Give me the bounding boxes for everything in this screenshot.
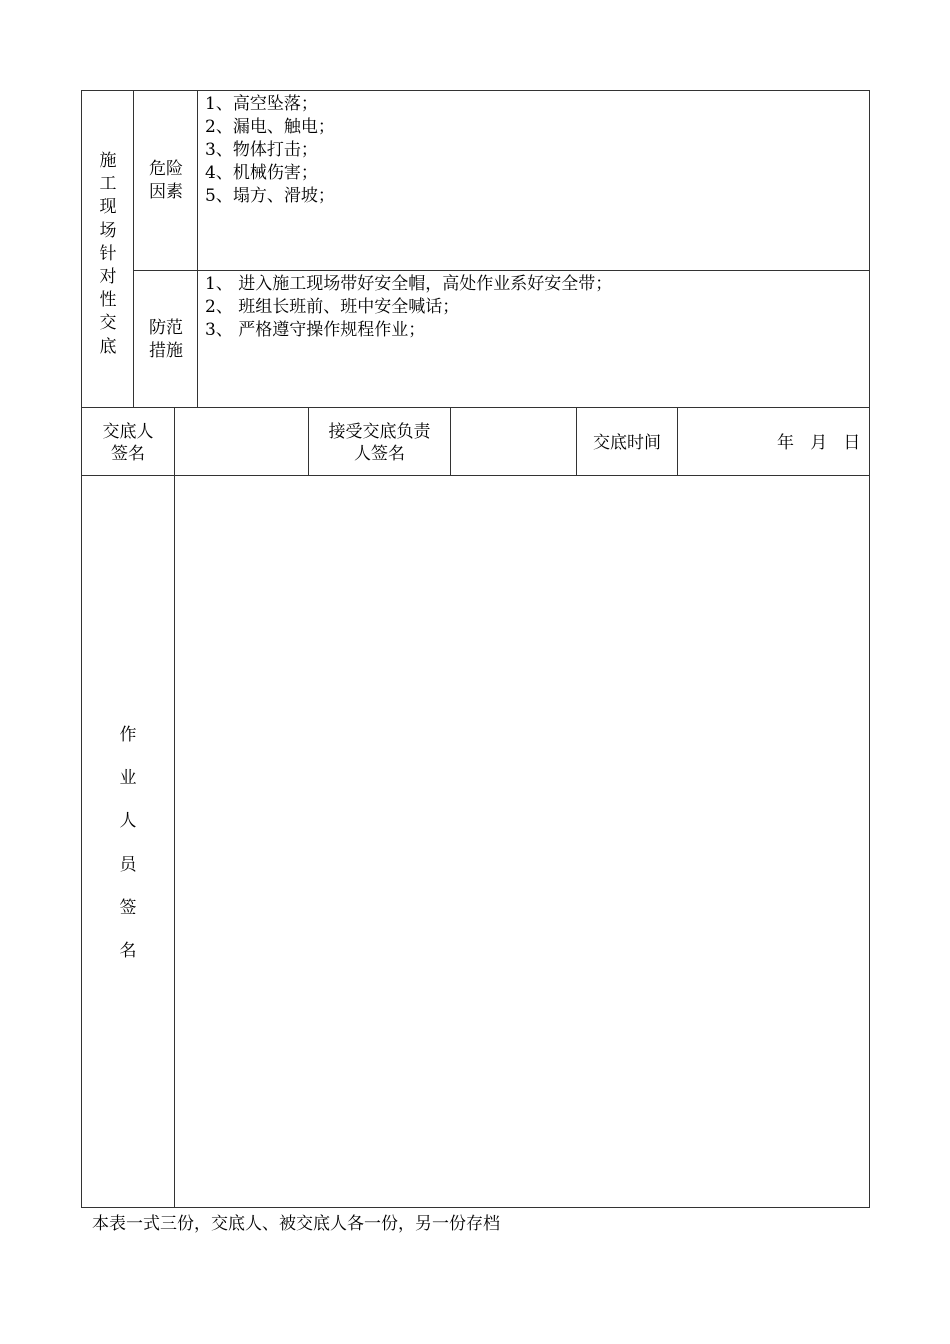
hazards-label-line: 危险 <box>149 159 183 179</box>
workers-label-char: 业 <box>119 768 137 789</box>
discloser-signature-field[interactable] <box>175 408 308 475</box>
measure-item: 2、 班组长班前、班中安全喊话； <box>205 297 460 317</box>
workers-label-char: 人 <box>119 811 137 832</box>
divider <box>133 270 870 271</box>
workers-label-char: 作 <box>119 725 137 745</box>
workers-label-char: 员 <box>119 854 137 875</box>
section-title-char: 对 <box>99 267 117 288</box>
measures-label <box>135 317 197 363</box>
section-title-char: 场 <box>99 220 117 241</box>
section-title-char: 交 <box>99 313 117 334</box>
workers-signature-area[interactable] <box>175 476 869 1207</box>
section-title-char: 底 <box>99 336 117 357</box>
hazards-list <box>205 93 335 208</box>
hazard-item: 3、物体打击； <box>205 140 318 160</box>
hazard-item: 2、漏电、触电； <box>205 117 335 137</box>
section-title-char: 工 <box>99 174 117 195</box>
workers-signature-label <box>82 720 174 979</box>
receiver-signature-label <box>309 421 450 465</box>
measures-list <box>205 273 612 342</box>
measure-item: 1、 进入施工现场带好安全帽，高处作业系好安全带； <box>205 274 613 294</box>
section-title-char: 施 <box>99 151 117 171</box>
receiver-signature-field[interactable] <box>451 408 576 475</box>
section-title-char: 针 <box>99 243 117 264</box>
section-title-char: 性 <box>99 290 117 311</box>
measures-label-line: 措施 <box>149 341 183 361</box>
discloser-signature-label <box>82 421 174 465</box>
label-line: 接受交底负责 <box>328 422 431 442</box>
hazards-label-line: 因素 <box>149 182 183 202</box>
divider <box>197 90 198 408</box>
workers-label-char: 名 <box>119 940 137 961</box>
workers-label-char: 签 <box>119 897 137 918</box>
date-field[interactable]: 年 月 日 <box>777 433 861 453</box>
disclosure-time-label: 交底时间 <box>593 433 661 453</box>
label-line: 签名 <box>111 444 145 464</box>
footnote: 本表一式三份，交底人、被交底人各一份，另一份存档 <box>92 1214 500 1234</box>
section-title <box>82 150 134 359</box>
measures-label-line: 防范 <box>149 318 183 338</box>
hazard-item: 5、塌方、滑坡； <box>205 186 335 206</box>
section-title-char: 现 <box>99 197 117 218</box>
measure-item: 3、 严格遵守操作规程作业； <box>205 320 426 340</box>
label-line: 人签名 <box>354 444 405 464</box>
hazard-item: 4、机械伤害； <box>205 163 318 183</box>
hazards-label <box>135 158 197 204</box>
label-line: 交底人 <box>102 422 154 442</box>
divider <box>677 408 678 476</box>
hazard-item: 1、高空坠落； <box>205 94 318 114</box>
